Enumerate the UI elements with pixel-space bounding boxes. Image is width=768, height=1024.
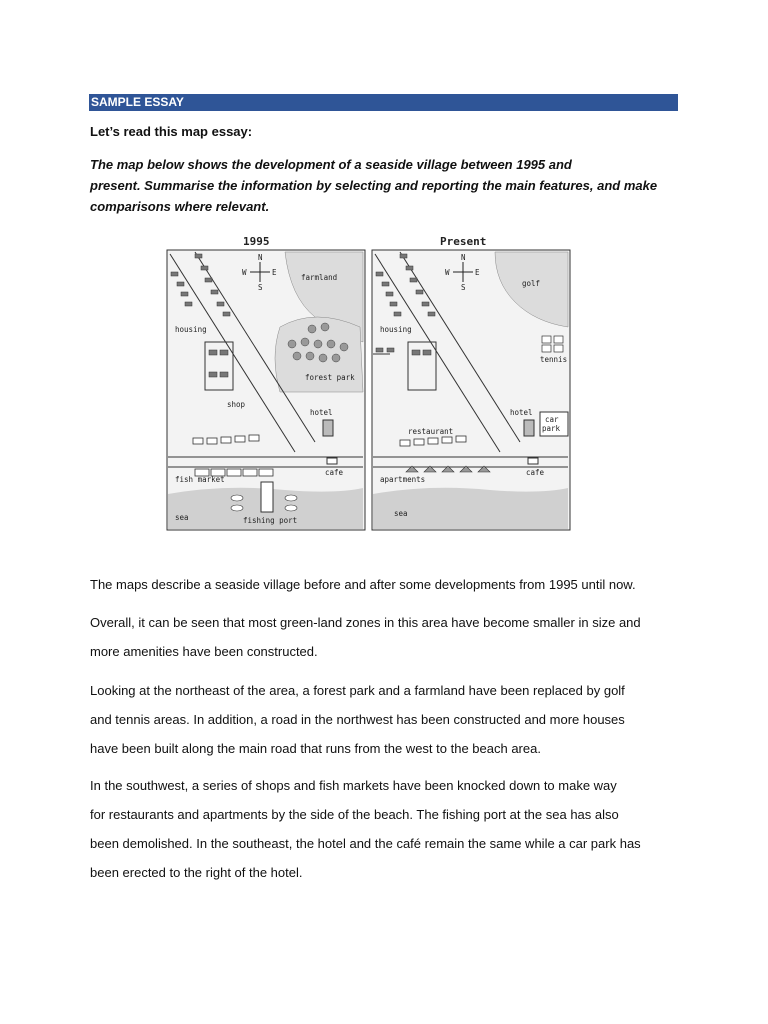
map-title: Present (440, 235, 487, 248)
shop-label: shop (227, 400, 246, 409)
car-label: car (545, 415, 559, 424)
paragraph (90, 771, 690, 887)
paragraph-line: been erected to the right of the hotel. (90, 865, 303, 880)
paragraph-line: In the southwest, a series of shops and fish markets have been knocked down to make way (90, 778, 617, 793)
compass-s: S (258, 283, 263, 292)
cafe-building (528, 458, 538, 464)
cafe-label: cafe (325, 468, 344, 477)
tennis-label: tennis (540, 355, 568, 364)
housing-label: housing (380, 325, 412, 334)
section-banner: SAMPLE ESSAY (89, 94, 678, 111)
apartments-label: apartments (380, 475, 426, 484)
hotel-building (323, 420, 333, 436)
map-title: 1995 (243, 235, 270, 248)
compass-w: W (242, 268, 247, 277)
forest-park-label: forest park (305, 373, 355, 382)
fishing-port-label: fishing port (243, 516, 298, 525)
compass-n: N (258, 253, 263, 262)
restaurant-label: restaurant (408, 427, 454, 436)
task-prompt (90, 154, 690, 217)
paragraph (90, 676, 690, 763)
paragraph-line: more amenities have been constructed. (90, 644, 318, 659)
paragraph-line: have been built along the main road that runs from the west to the beach area. (90, 741, 541, 756)
compass-s: S (461, 283, 466, 292)
farmland-label: farmland (301, 273, 338, 282)
compass-w: W (445, 268, 450, 277)
paragraph (90, 570, 690, 599)
fish-market-label: fish market (175, 475, 225, 484)
paragraph-line: Overall, it can be seen that most green-land zones in this area have become smaller in size and (90, 615, 641, 630)
sea-label: sea (394, 509, 408, 518)
paragraph (90, 608, 690, 666)
hotel-label: hotel (510, 408, 533, 417)
fishing-port-pier (261, 482, 273, 512)
cafe-label: cafe (526, 468, 545, 477)
housing-label: housing (175, 325, 207, 334)
map-1995 (167, 235, 365, 530)
village-maps-figure (165, 232, 573, 532)
compass-e: E (272, 268, 277, 277)
paragraph-line: Looking at the northeast of the area, a forest park and a farmland have been replaced by golf (90, 683, 625, 698)
compass-e: E (475, 268, 480, 277)
paragraph-line: for restaurants and apartments by the side of the beach. The fishing port at the sea has also (90, 807, 619, 822)
paragraph-line: and tennis areas. In addition, a road in the northwest has been constructed and more houses (90, 712, 625, 727)
park-label: park (542, 424, 561, 433)
task-line: The map below shows the development of a seaside village between 1995 and (90, 157, 572, 172)
intro-text: Let’s read this map essay: (90, 124, 253, 139)
hotel-label: hotel (310, 408, 333, 417)
task-line: present. Summarise the information by selecting and reporting the main features, and make (90, 178, 658, 193)
task-line: comparisons where relevant. (90, 199, 270, 214)
hotel-building (524, 420, 534, 436)
map-present (372, 235, 570, 530)
paragraph-line: been demolished. In the southeast, the hotel and the café remain the same while a car park has (90, 836, 641, 851)
paragraph-line: The maps describe a seaside village before and after some developments from 1995 until now. (90, 577, 636, 592)
sea-label: sea (175, 513, 189, 522)
golf-label: golf (522, 279, 541, 288)
compass-n: N (461, 253, 466, 262)
cafe-building (327, 458, 337, 464)
